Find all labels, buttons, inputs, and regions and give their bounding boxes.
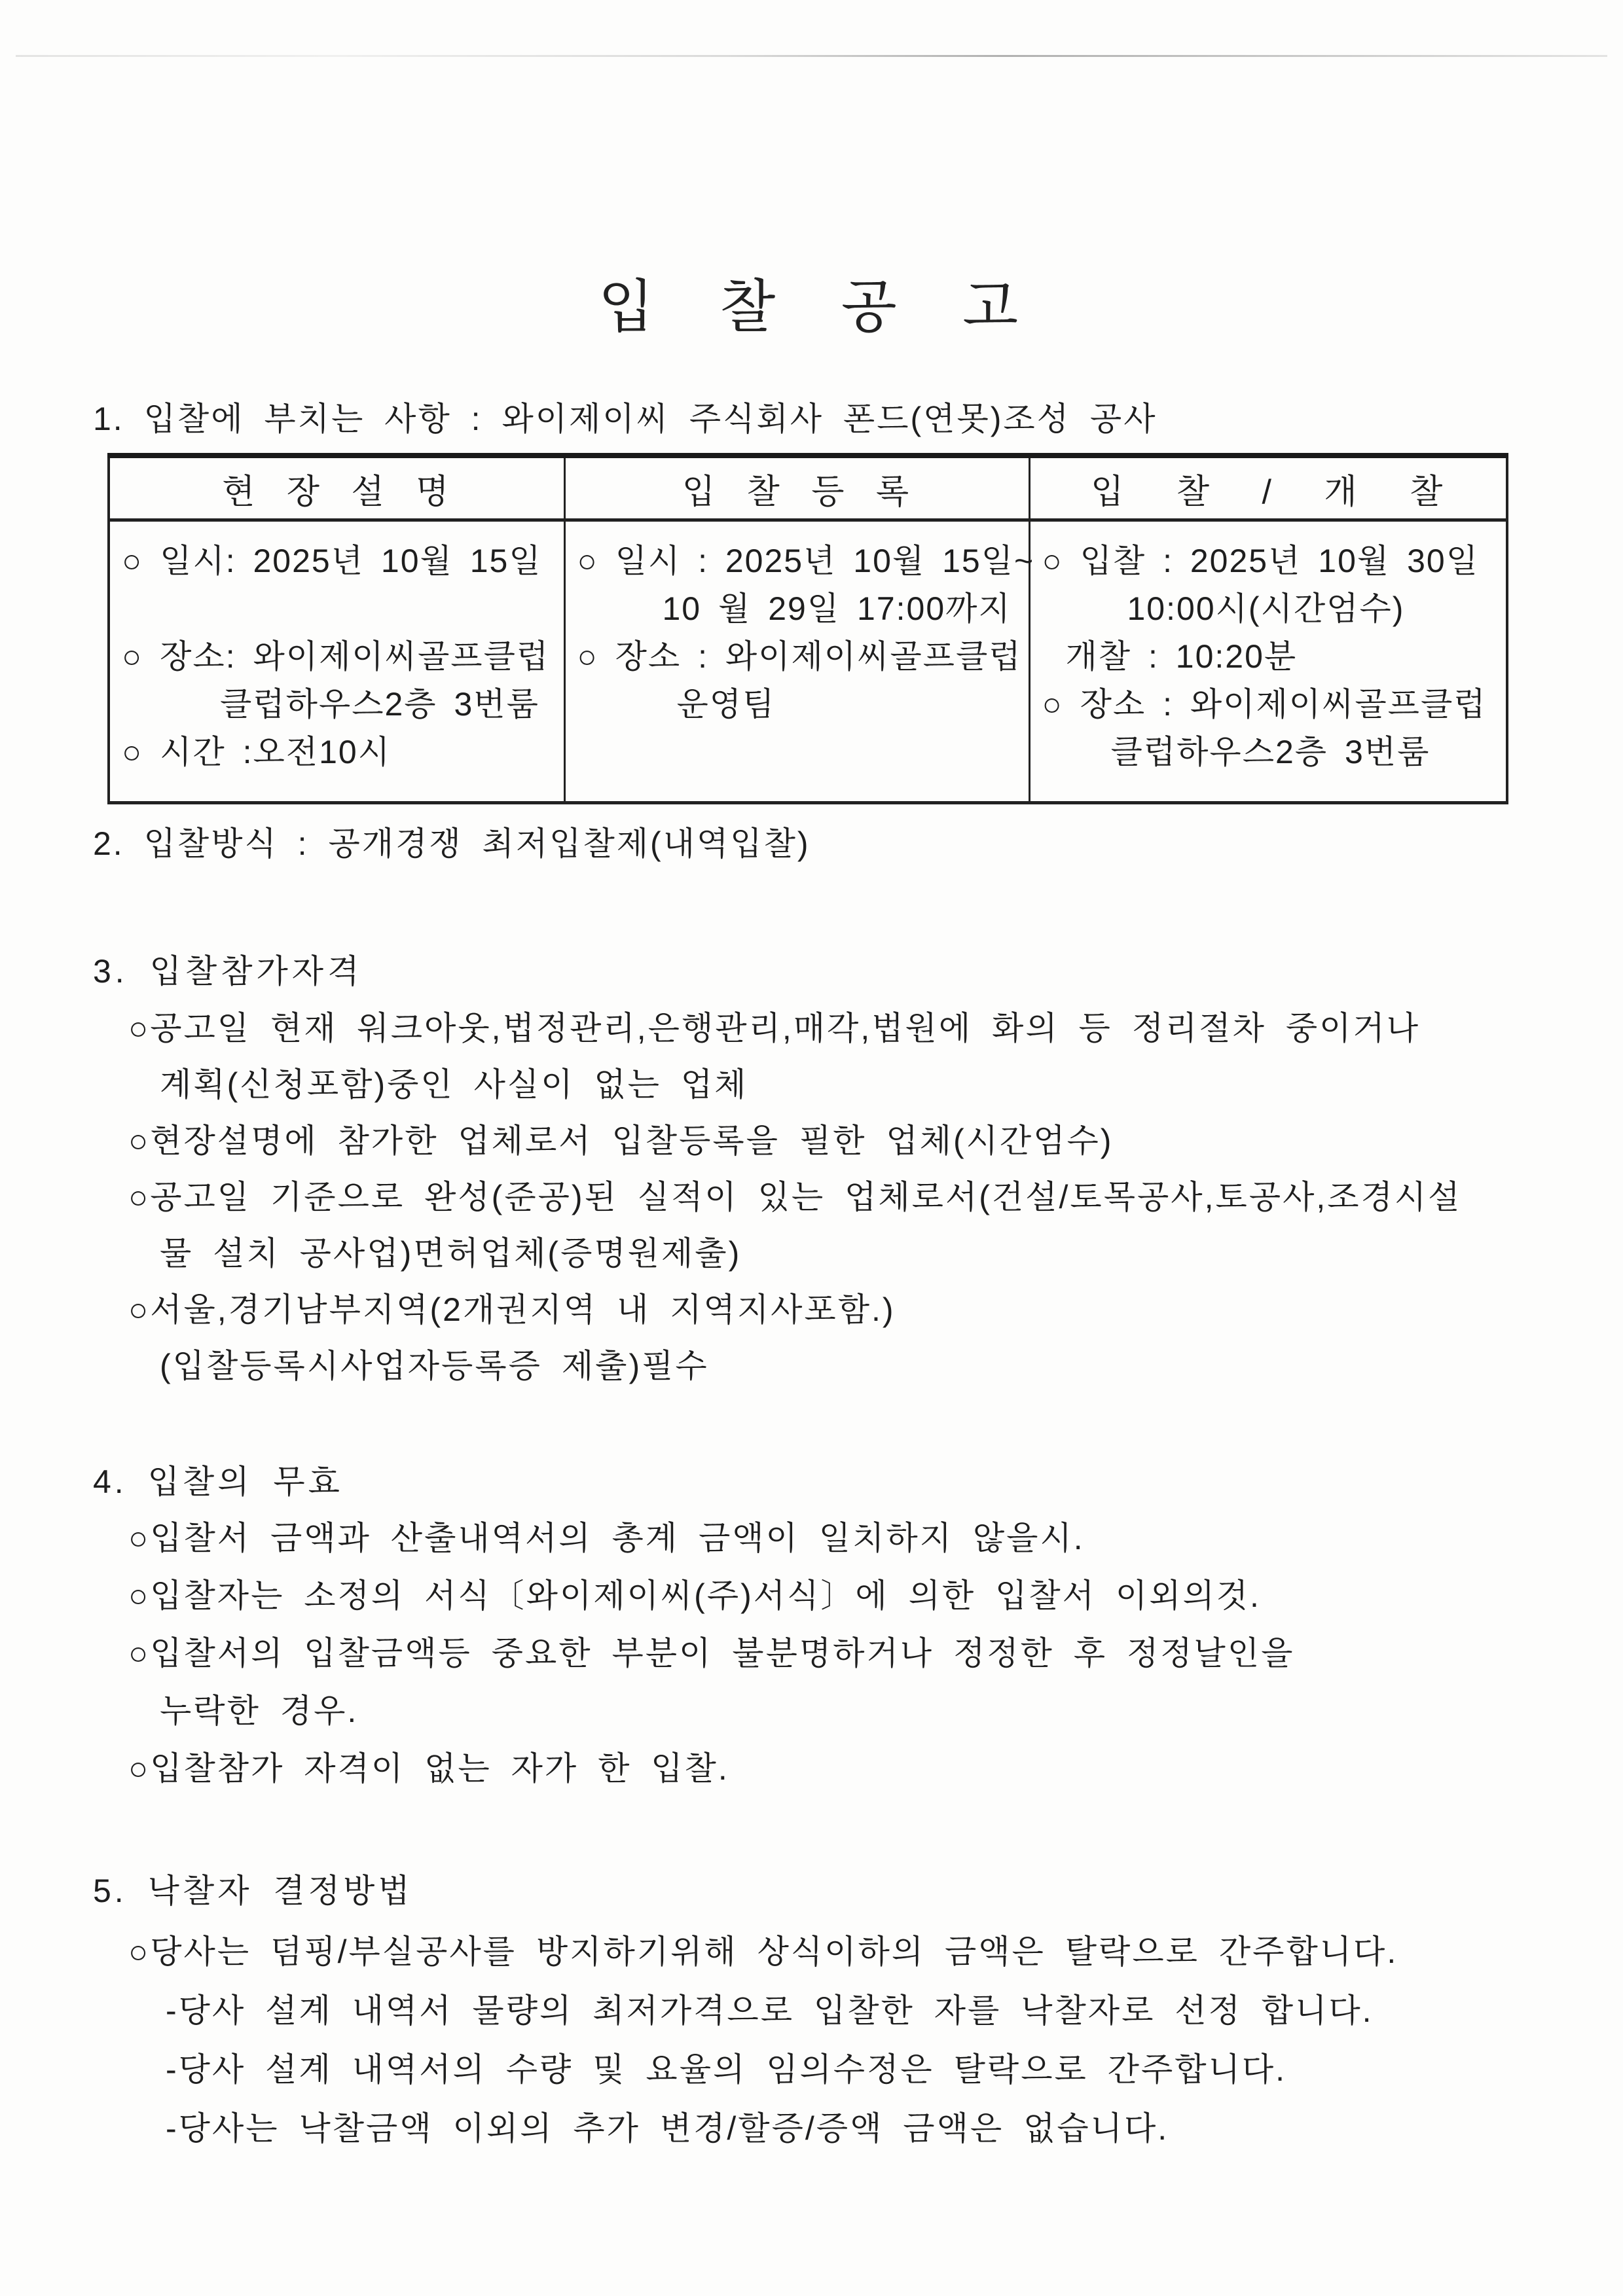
section-5-bullets [128, 1934, 1623, 2147]
bid-registration-place: ○ 장소 : 와이제이씨골프클럽 [577, 638, 1022, 675]
award-method-line-4: -당사는 낙찰금액 이외의 추가 변경/할증/증액 금액은 없습니다. [166, 2110, 1169, 2147]
site-briefing-time: ○ 시간 :오전10시 [122, 734, 391, 770]
invalid-bid-line-2: ○입찰자는 소정의 서식〔와이제이씨(주)서식〕에 의한 입찰서 이외의것. [128, 1577, 1261, 1614]
section-3-bullets [128, 1011, 1623, 1384]
award-method-line-3: -당사 설계 내역서의 수량 및 요율의 임의수정은 탈락으로 간주합니다. [166, 2051, 1287, 2088]
bid-registration-spacer [577, 728, 1029, 776]
site-briefing-datetime: ○ 일시: 2025년 10월 15일 [122, 543, 542, 579]
invalid-bid-line-1: ○입찰서 금액과 산출내역서의 총계 금액이 일치하지 않을시. [128, 1520, 1085, 1556]
section-4-heading: 4. 입찰의 무효 [93, 1463, 343, 1500]
bid-registration-datetime: ○ 일시 : 2025년 10월 15일~ [577, 543, 1035, 579]
bid-opening-open-time: 개찰 : 10:20분 [1065, 638, 1298, 675]
invalid-bid-line-3: ○입찰서의 입찰금액등 중요한 부분이 불분명하거나 정정한 후 정정날인을 [128, 1635, 1295, 1672]
invalid-bid-line-4: ○입찰참가 자격이 없는 자가 한 입찰. [128, 1750, 729, 1787]
bid-opening-time-detail: 10:00시(시간엄수) [1127, 590, 1405, 627]
header-bid-registration: 입 찰 등 록 [564, 456, 1029, 520]
scan-artifact-line [16, 55, 1607, 57]
site-briefing-place-detail: 클럽하우스2층 3번룸 [220, 686, 539, 723]
bid-schedule-table [107, 453, 1508, 804]
site-briefing-place: ○ 장소: 와이제이씨골프클럽 [122, 638, 550, 675]
document-title: 입 찰 공 고 [598, 274, 1025, 339]
bid-opening-place: ○ 장소 : 와이제이씨골프클럽 [1042, 686, 1487, 723]
table-header-row [109, 456, 1507, 520]
eligibility-line-3: ○공고일 기준으로 완성(준공)된 실적이 있는 업체로서(건설/토목공사,토공사,조경시설 [128, 1179, 1462, 1215]
eligibility-line-4-cont: (입찰등록시사업자등록증 제출)필수 [160, 1348, 709, 1384]
bid-registration-datetime-cont: 10 월 29일 17:00까지 [662, 590, 1012, 627]
bid-schedule-table-header [109, 456, 1507, 520]
bid-opening-place-detail: 클럽하우스2층 3번룸 [1110, 734, 1431, 770]
section-2-heading: 2. 입찰방식 : 공개경쟁 최저입찰제(내역입찰) [93, 825, 811, 862]
cell-bid-registration [564, 520, 1035, 803]
cell-site-briefing [109, 520, 564, 803]
section-5-heading: 5. 낙찰자 결정방법 [93, 1873, 413, 1909]
section-1-heading: 1. 입찰에 부치는 사항 : 와이제이씨 주식회사 폰드(연못)조성 공사 [93, 401, 1158, 437]
cell-bid-opening [1029, 520, 1507, 803]
eligibility-line-2: ○현장설명에 참가한 업체로서 입찰등록을 필한 업체(시간엄수) [128, 1122, 1114, 1159]
award-method-line-1: ○당사는 덤핑/부실공사를 방지하기위해 상식이하의 금액은 탈락으로 간주합니다. [128, 1933, 1398, 1970]
eligibility-line-4: ○서울,경기남부지역(2개권지역 내 지역지사포함.) [128, 1291, 896, 1328]
site-briefing-spacer [122, 585, 564, 633]
header-bid-opening: 입 찰 / 개 찰 [1029, 456, 1507, 520]
header-site-briefing: 현 장 설 명 [109, 456, 564, 520]
eligibility-line-3-cont: 물 설치 공사업)면허업체(증명원제출) [160, 1235, 742, 1272]
bid-registration-place-detail: 운영팀 [676, 686, 776, 723]
section-4-bullets [128, 1520, 1623, 1787]
bid-opening-datetime: ○ 입찰 : 2025년 10월 30일 [1042, 543, 1480, 579]
table-body-row [109, 520, 1507, 803]
eligibility-line-1-cont: 계획(신청포함)중인 사실이 없는 업체 [160, 1066, 748, 1103]
award-method-line-2: -당사 설계 내역서 물량의 최저가격으로 입찰한 자를 낙찰자로 선정 합니다. [166, 1992, 1374, 2029]
invalid-bid-line-3-cont: 누락한 경우. [160, 1693, 359, 1729]
eligibility-line-1: ○공고일 현재 워크아웃,법정관리,은행관리,매각,법원에 화의 등 정리절차 중이거나 [128, 1010, 1421, 1047]
bid-schedule-table-body [109, 520, 1507, 803]
section-3-heading: 3. 입찰참가자격 [93, 953, 363, 990]
